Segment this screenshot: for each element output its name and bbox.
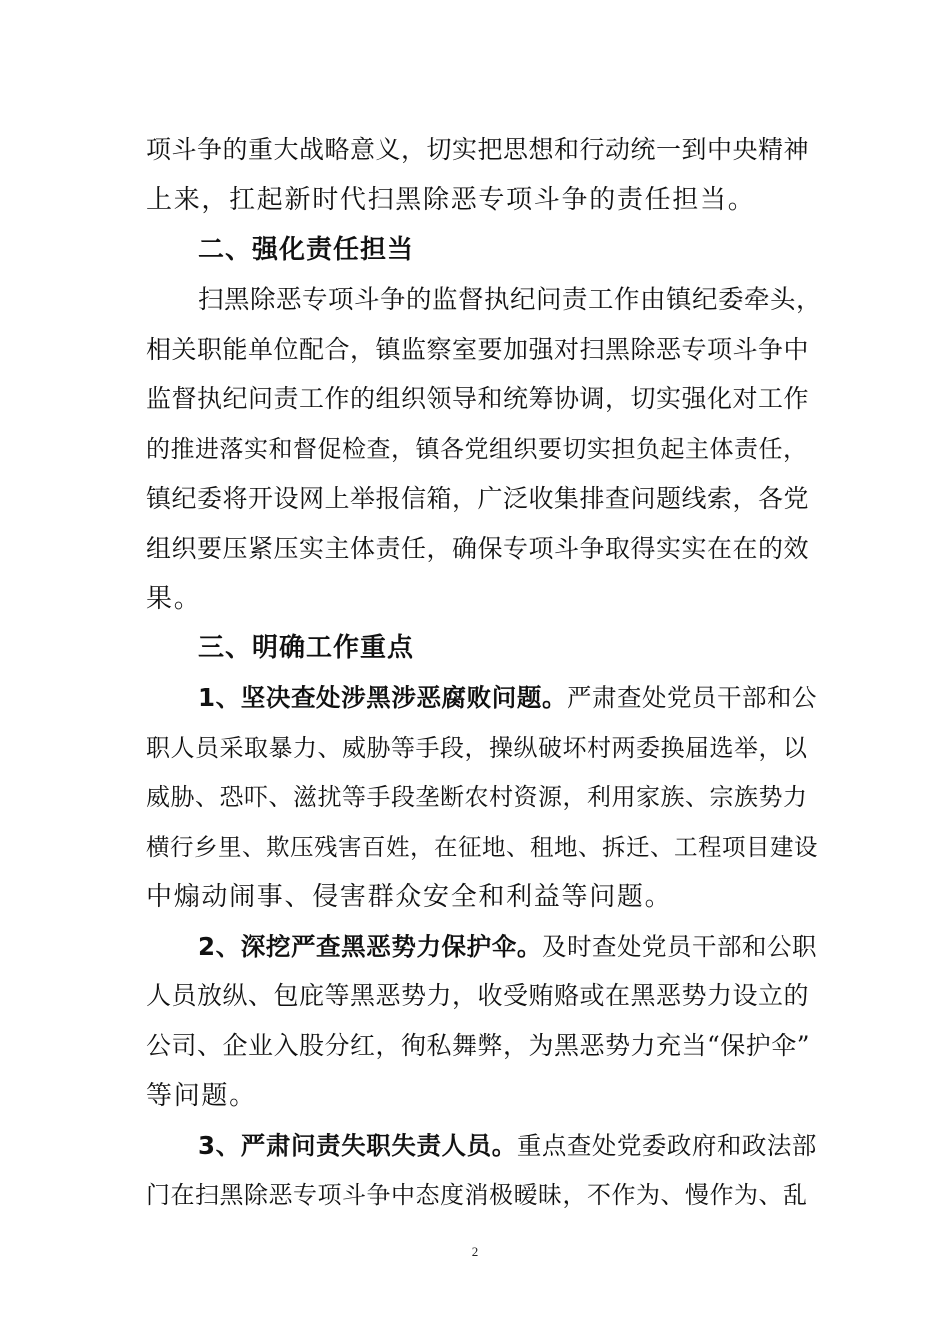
paragraph-line: 相关职能单位配合，镇监察室要加强对扫黑除恶专项斗争中 [146, 335, 810, 364]
item-text: 严肃查处党员干部和公 [567, 683, 818, 712]
paragraph-line: 等问题。 [146, 1081, 257, 1111]
paragraph-line: 组织要压紧压实主体责任，确保专项斗争取得实实在在的效 [146, 534, 810, 563]
paragraph-line: 的推进落实和督促检查，镇各党组织要切实担负起主体责任， [146, 435, 808, 463]
section-heading: 二、强化责任担当 [198, 235, 415, 265]
item-first-line [198, 1121, 818, 1171]
paragraph-line: 扫黑除恶专项斗争的监督执纪问责工作由镇纪委牵头， [198, 285, 823, 315]
item-text: 重点查处党委政府和政法部 [516, 1131, 817, 1160]
section-heading: 三、明确工作重点 [198, 633, 415, 663]
paragraph-line: 中煽动闹事、侵害群众安全和利益等问题。 [146, 882, 673, 912]
item-first-line [198, 673, 818, 723]
paragraph-line: 果。 [146, 584, 202, 614]
paragraph-line: 公司、企业入股分红，徇私舞弊，为黑恶势力充当“保护伞” [146, 1031, 811, 1060]
item-title: 2、深挖严查黑恶势力保护伞。 [198, 932, 542, 961]
paragraph-line: 职人员采取暴力、威胁等手段，操纵破坏村两委换届选举，以 [146, 734, 808, 762]
item-title: 3、严肃问责失职失责人员。 [198, 1131, 517, 1160]
paragraph-line: 人员放纵、包庇等黑恶势力，收受贿赂或在黑恶势力设立的 [146, 981, 810, 1010]
paragraph-line: 威胁、恐吓、滋扰等手段垄断农村资源，利用家族、宗族势力 [146, 783, 808, 811]
page-number: 2 [471, 1244, 479, 1259]
item-first-line [198, 922, 818, 972]
paragraph-line: 项斗争的重大战略意义，切实把思想和行动统一到中央精神 [146, 135, 810, 164]
item-text: 及时查处党员干部和公职 [541, 932, 817, 961]
paragraph-line: 上来，扛起新时代扫黑除恶专项斗争的责任担当。 [146, 185, 756, 215]
item-title: 1、坚决查处涉黑涉恶腐败问题。 [198, 683, 568, 712]
paragraph-line: 横行乡里、欺压残害百姓，在征地、租地、拆迁、工程项目建设 [146, 833, 818, 861]
paragraph-line: 门在扫黑除恶专项斗争中态度消极暧昧，不作为、慢作为、乱 [146, 1181, 808, 1209]
paragraph-line: 监督执纪问责工作的组织领导和统筹协调，切实强化对工作 [146, 384, 810, 413]
paragraph-line: 镇纪委将开设网上举报信箱，广泛收集排查问题线索，各党 [146, 484, 810, 513]
